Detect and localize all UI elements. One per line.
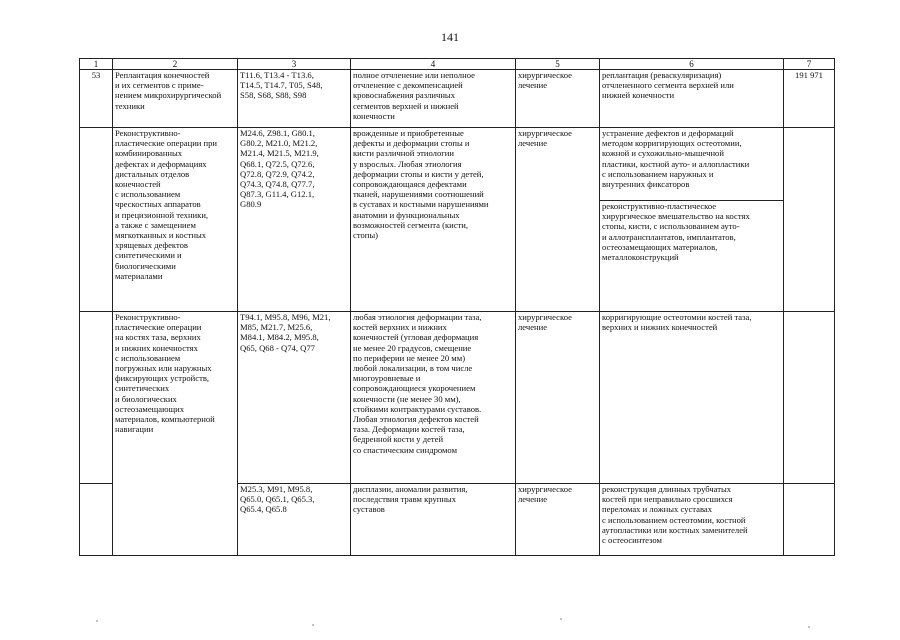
treatment-method: реконструкция длинных трубчатых костей при неправильно сросшихся переломах и ложных суставах с использованием остеотомии, костной аутопластики или костных заменителей с остеосинтезом <box>600 484 784 556</box>
icd-codes: M25.3, M91, M95.8, Q65.0, Q65.1, Q65.3, Q65.4, Q65.8 <box>238 484 351 556</box>
table-row <box>80 70 835 128</box>
column-number: 2 <box>113 59 238 70</box>
empty-cell <box>784 128 835 312</box>
intervention-name: Реконструктивно- пластические операции при комбинированных дефектах и деформациях дистальных отделов конечностей с использованием чрескостных аппаратов и прецизионной техники, а также с замещением мягкотканных и костных хрящевых дефектов синтетическими и биологическими материалами <box>113 128 238 312</box>
patient-model: любая этиология деформации таза, костей верхних и нижних конечностей (угловая деформация не менее 20 градусов, смещение по периферии не менее 20 мм) любой локализации, в том числе многоуровневые и сопровождающиеся укорочением конечности (не менее 30 мм), стойкими контрактурами суставов. Любая этиология дефектов костей таза. Деформации костей таза, бедренной кости у детей со спастическим синдромом <box>351 312 516 484</box>
treatment-type: хирургическое лечение <box>516 484 600 556</box>
cost-value: 191 971 <box>784 70 835 128</box>
scan-speck <box>560 618 562 620</box>
treatment-method-cell <box>600 128 784 312</box>
treatment-method: реплантация (реваскуляризация) отчлененного сегмента верхней или нижней конечности <box>600 70 784 128</box>
treatment-method: реконструктивно-пластическое хирургическое вмешательство на костях стопы, кисти, с использованием ауто- и аллотрансплантатов, имплантатов, остеозамещающих материалов, металлоконструкций <box>602 201 750 263</box>
treatment-method: устранение дефектов и деформаций методом корригирующих остеотомии, кожной и сухожильно-мышечной пластики, костной ауто- и аллопластики с использованием наружных и внутренних фиксаторов <box>600 128 783 201</box>
empty-cell <box>784 484 835 556</box>
patient-model: врожденные и приобретенные дефекты и деформации стопы и кисти различной этиологии у взрослых. Любая этиология деформации стопы и кисти у детей, сопровождающаяся дефектами тканей, нарушениями соотношений в суставах и костными нарушениями анатомии и функциональных возможностей сегмента (кисти, стопы) <box>351 128 516 312</box>
empty-cell <box>80 484 113 556</box>
intervention-name: Реплантация конечностей и их сегментов с приме- нением микрохирургической техники <box>113 70 238 128</box>
patient-model: дисплазии, аномалии развития, последствия травм крупных суставов <box>351 484 516 556</box>
empty-cell <box>80 312 113 484</box>
page-number: 141 <box>441 30 459 44</box>
empty-cell <box>80 128 113 312</box>
treatment-method: корригирующие остеотомии костей таза, верхних и нижних конечностей <box>600 312 784 484</box>
column-number: 3 <box>238 59 351 70</box>
icd-codes: T11.6, T13.4 - T13.6, T14.5, T14.7, T05, S48, S58, S68, S88, S98 <box>238 70 351 128</box>
treatment-table <box>79 58 835 556</box>
table-row <box>80 312 835 484</box>
scan-speck <box>808 626 810 628</box>
scan-speck <box>312 624 314 626</box>
column-number: 4 <box>351 59 516 70</box>
treatment-type: хирургическое лечение <box>516 70 600 128</box>
column-number: 6 <box>600 59 784 70</box>
row-number: 53 <box>80 70 113 128</box>
intervention-name: Реконструктивно- пластические операции на костях таза, верхних и нижних конечностях с использованием погружных или наружных фиксирующих устройств, синтетических и биологических остеозамещающих материалов, компьютерной навигации <box>113 312 238 556</box>
scan-speck <box>96 620 98 622</box>
icd-codes: T94.1, M95.8, M96, M21, M85, M21.7, M25.6, M84.1, M84.2, M95.8, Q65, Q68 - Q74, Q77 <box>238 312 351 484</box>
column-number: 1 <box>80 59 113 70</box>
column-number-row <box>80 59 835 70</box>
treatment-type: хирургическое лечение <box>516 128 600 312</box>
treatment-type: хирургическое лечение <box>516 312 600 484</box>
column-number: 7 <box>784 59 835 70</box>
icd-codes: M24.6, Z98.1, G80.1, G80.2, M21.0, M21.2, M21.4, M21.5, M21.9, Q68.1, Q72.5, Q72.6, Q72.8, Q72.9, Q74.2, Q74.3, Q74.8, Q77.7, Q87.3, G11.4, G12.1, G80.9 <box>238 128 351 312</box>
column-number: 5 <box>516 59 600 70</box>
table-row <box>80 128 835 312</box>
empty-cell <box>784 312 835 484</box>
patient-model: полное отчленение или неполное отчленение с декомпенсацией кровоснабжения различных сегментов верхней и нижней конечности <box>351 70 516 128</box>
